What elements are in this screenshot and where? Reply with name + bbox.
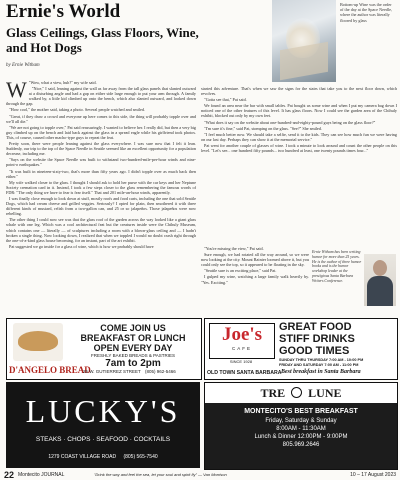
trelune-logo: TRE LUNE [260, 386, 342, 400]
luckys-address-line [6, 454, 200, 460]
article-column-2 [201, 86, 397, 154]
joes-location: OLD TOWN SANTA BARBARA [207, 370, 282, 376]
col1-para: "It was built in nineteen-sixty-two, that's more than fifty years ago. I didn't topple over as much back then either." [6, 168, 196, 179]
dangelo-line3: OPEN EVERY DAY [93, 343, 173, 353]
page-footer [4, 470, 396, 480]
col2-para: Sure enough, we had rotated all the way around, so we were now looking at the city. Mount Rainier loomed above it, but you could only see the top, so it appeared to be floating in the sky. [201, 252, 309, 268]
section-kicker: Ernie's World [6, 1, 121, 22]
trelune-title: MONTECITO'S BEST BREAKFAST [244, 408, 358, 415]
joes-hours2: FRIDAY AND SATURDAY 7:00 AM - 11:00 PM [279, 363, 359, 367]
byline: by Ernie Witham [6, 63, 40, 68]
publication-name: Montecito JOURNAL [18, 472, 65, 478]
joes-tagline2: STIFF DRINKS [279, 333, 355, 345]
luckys-phone: (805) 565-7540 [123, 454, 158, 460]
col1-para: "Nice," I said, leaning against the wall as far away from the tall glass panels that slanted outward at a disturbing angle and had a gap on either side large enough to put your arm through. A family walked by, a little kid climbed up onto the bench, which also slanted outward, and looked down through the gap. [6, 86, 196, 107]
page-number: 22 [4, 470, 15, 480]
joes-since: SINCE 1928 [229, 359, 253, 364]
footer-quote: "Drink the way and feel the sea, let your soul and spirit fly" — Van Morrison [94, 472, 227, 477]
trelune-lunch: Lunch & Dinner 12:00PM - 9:00PM [254, 434, 348, 440]
photo-caption: Bottom-up Wine was the order of the day at the Space Needle, where the author was literally floored by glass [340, 2, 392, 23]
trelune-breakfast: 8:00AM - 11:30AM [276, 426, 326, 432]
moon-icon [291, 387, 302, 398]
col2-para: "Gotta see that," Pat said. [204, 97, 247, 103]
author-photo [364, 254, 396, 306]
article-header [6, 2, 266, 68]
author-bio-text: Ernie Witham has been writing humor for more than 25 years. He is the author of three humor books and is the humor workshop leader at the prestigious Santa Barbara Writers Conference. [312, 250, 362, 283]
col1-para: The other thing I could now see was that the glass roof of the garden across the way looked like a giant glass whale with one leg. Which was a cool architectural feat but the creatures inside were the Chihuly Museum, which contains one — literally — of sculptures including a room with a blown-glass ceiling and — I hadn't broken a single thing. Now looking down, I realized that when we toppled I would no doubt crash right through the one-of-a-kind glass house becoming, for an instant, part of the art exhibit. [6, 217, 196, 243]
luckys-brand: LUCKY'S [25, 393, 181, 429]
article-column-1 [6, 77, 196, 250]
joes-logo: Joe's CAFE [209, 323, 275, 359]
dangelo-phone: (805) 962-5466 [144, 369, 176, 374]
dangelo-logo [13, 323, 63, 361]
luckys-subtitle: STEAKS · CHOPS · SEAFOOD · COCKTAILS [35, 436, 171, 443]
col1-para: My wife walked closer to the glass. I thought I should ask to hold her purse with the car keys and her Neptune Society cremation card in it. Instead, I took a few steps closer to the glass remembering the famous words of FDR: "The only thing we have to fear is fear itself." That and 201 mile-an-hour winds, apparently. [6, 179, 196, 195]
col1-para: "Great, if they draw a crowd and everyone up here comes to this side, the thing will probably topple over and we'll all die." [6, 113, 196, 124]
author-bio [312, 250, 398, 314]
article-column-2-lower [201, 246, 309, 286]
col2-para: "What does it say on the website about one-hundred-and-eighty-pound guys being on the glass floor?" [204, 119, 376, 125]
col2-para: We found an area near the bar with small tables. Pat bought us some wine and when I put my camera bag down I noticed one of the other features of this level. It has glass floors. Now I could see the garden area of the Chihuly exhibit, blocked out only by my own feet. [201, 103, 397, 119]
dangelo-line2: BREAKFAST OR LUNCH [80, 333, 186, 343]
dangelo-hours: 7am to 2pm [105, 358, 161, 369]
dangelo-line4: FRESHLY BAKED BREADS & PASTRIES [90, 353, 176, 358]
col1-para: "How cool," the mother said, taking a photo. Several people watched and smiled. [9, 107, 145, 113]
col2-para: "I'm sure it's fine," said Pat, stomping on the glass. "See?" She smiled. [204, 125, 322, 131]
dangelo-address: 25 W. GUTIERREZ STREET [83, 369, 141, 374]
joes-hours1: SUNDAY THRU THURSDAY 7:00 AM - 10:00 PM [279, 358, 364, 362]
dangelo-address-line [83, 369, 201, 374]
joes-tagline3: GOOD TIMES [279, 345, 350, 357]
trelune-phone: 805.969.2646 [282, 442, 320, 448]
article-photo [272, 0, 336, 82]
col2-para: "Seattle sure is an exciting place," said Pat. [204, 268, 277, 274]
ad-luckys[interactable] [6, 382, 200, 468]
issue-dates: 10 – 17 August 2023 [350, 472, 396, 478]
trelune-days: Friday, Saturday & Sunday [265, 418, 337, 424]
col2-para: started this adventure. That's when we saw the signs for the stairs that take you to the next floor down, which revolves. [201, 86, 397, 97]
col1-para: "Wow, what a view, huh?" my wife said. [28, 80, 97, 85]
col2-para: I gulped my wine, watching a large family walk heavily by. "Yes. Exciting." [201, 274, 309, 285]
ad-tre-lune[interactable] [204, 382, 398, 470]
col1-para: Pat suggested we go inside for a glass of wine, which is how we probably should have [9, 243, 154, 249]
col1-para: Pretty soon, there were people leaning against the glass everywhere. I was sure now that I felt it lean. Suddenly, our trip to the top of the Space Needle in Seattle seemed like an excellent opportunity for a population decrease, including me. [6, 141, 196, 157]
col2-para: Pat went for another couple of glasses of wine. I took a minute to look around and count the other people on this level. "Let's see... one hundred fifty pounds... two hundred at least, one twenty pounds times four..." [201, 142, 397, 154]
col1-para: "We are not going to topple over," Pat said reassuringly. I wanted to believe her. I really did, but then a very big guy climbed up on the bench and laid back against the glass in a spread eagle while his girlfriend took photos. This, of course, caused other macho-type guys to repeat the feat. [6, 124, 196, 140]
ad-joes-cafe[interactable] [204, 318, 398, 380]
col1-para: I was finally close enough to look down at stuff, mostly roofs and food carts, including the one that sold Seattle Dogs, which had cream cheese and grilled veggies. Seriously? I opted for plain, then smothered it with three different kinds of mustard, relish from a two-gallon can, and 25 or so jalapeños. Those jalapeños were now rebelling. [6, 195, 196, 217]
article-headline-line2: and Hot Dogs [6, 40, 82, 55]
drop-cap: W [6, 77, 27, 102]
dangelo-brand: D'ANGELO BREAD [9, 365, 91, 375]
col2-para: "I feel much better now. We should take a selfie, send it to the kids. They can see how much fun we were having on our last day. Perhaps they can show it at the memorial service." [201, 131, 397, 142]
article-headline-line1: Glass Ceilings, Glass Floors, Wine, [6, 25, 199, 40]
ad-dangelo[interactable] [6, 318, 202, 380]
luckys-address: 1279 COAST VILLAGE ROAD [48, 454, 117, 460]
col1-para: "Says on the website the Space Needle was built to withstand two-hundred-mile-per-hour winds and nine-point-o earthquakes." [6, 157, 196, 168]
trelune-info [205, 403, 397, 469]
joes-tagline1: GREAT FOOD [279, 321, 352, 333]
dangelo-line1: COME JOIN US [100, 323, 166, 333]
col2-para: "You're missing the view," Pat said. [204, 246, 264, 251]
joes-slogan: Best breakfast in Santa Barbara [281, 369, 361, 375]
